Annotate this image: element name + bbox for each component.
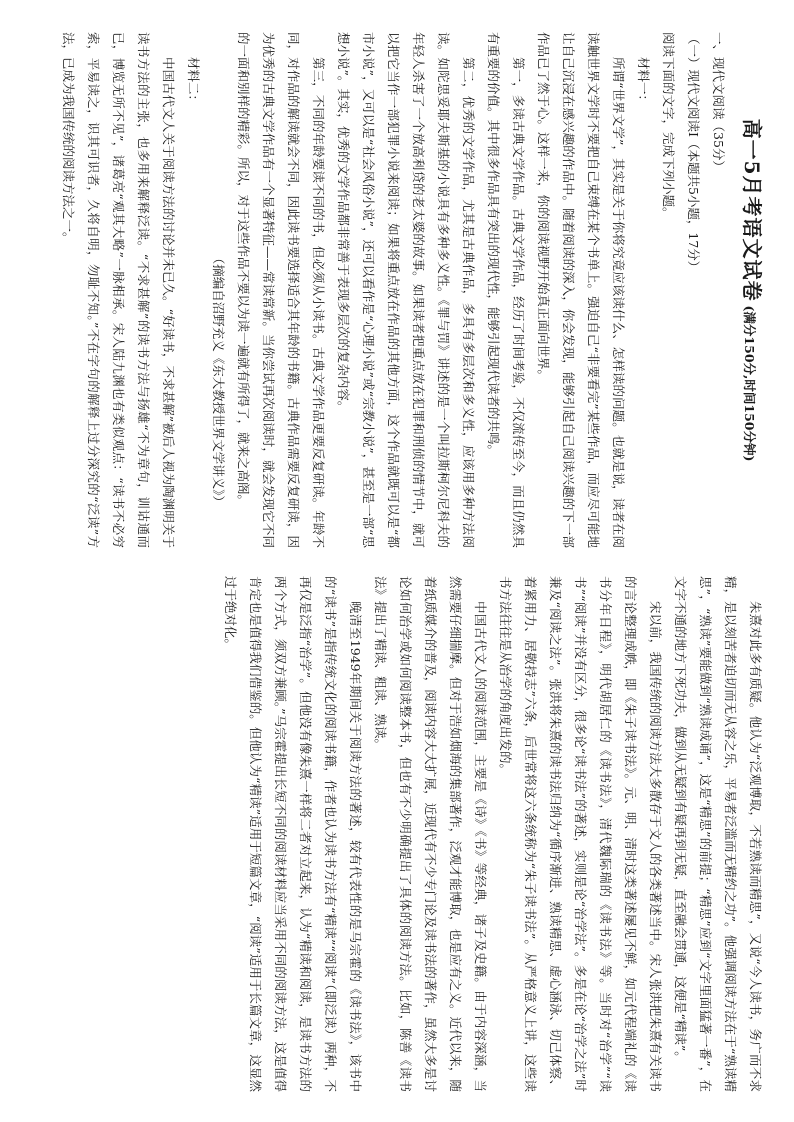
material2-paragraph: 朱熹对此多有质疑。他认为“泛观博取，不若熟读而精思”，又说“今人读书，务广而不求精，是以刻苦者迫切而无从容之乐，平易者泛滥而无精约之功”。他强调阅读方法在于“熟读精思”，“熟读”要能做到“熟读成诵”，这是“精思”的前提；“精思”应到“文字里面猛著一番”，在文字不通的地方下死功夫，做到从无疑到有疑再到无疑，直至融会贯通，这便是“精读”。: [673, 576, 763, 1092]
material1-paragraph: 所谓“世界文学”，其实是关于你将究竟应该读什么、怎样读的问题。也就是说，读者在阅读触世界文学时不要把自己束缚在某个书单上。强迫自己“非要看完”某些作品，而应尽可能地让自己沉浸在感兴趣的作品中。随着阅读的深入，你会发现，能够引起自己阅读兴趣的下一部作品已了然于心。这样一来，你的阅读视野开始真正面向世界。: [536, 32, 626, 548]
material2-paragraph: 中国古代文人的阅读范围，主要是《诗》《书》等经典，诸子及史籍。由于内容深涵，当然需要仔细揣摩。但对于浩如烟海的集部著作，泛观才能博取，也是应有之义。近代以来，随着纸质媒介的普及，阅读内容大大扩展，近现代有不少专门论及读书法的著作，虽然大多是讨论如何治学或如何阅读整本书，但也有不少明确提出了具体的阅读方法。比如，陈善《读书法》提出了精读、粗读、熟读。: [373, 576, 488, 1092]
material1-source: （摘编自沼野充义《东大教授世界文学讲义》）: [211, 251, 226, 508]
section-heading-part1: 一、现代文阅读（35分）: [711, 32, 726, 173]
material1-paragraph: 第一，多读古典文学作品。古典文学作品，经历了时间考验，不仅流传至今，而且仍然具有重要的价值。其中很多作品具有突出的现代性，能够引起现代读者的共鸣。: [486, 32, 526, 548]
material2-paragraph: 中国古代文人关于阅读方法的讨论并未已久。“好读书，不求甚解”被后人视为陶渊明关于读书方法的主张，也多用来解释泛读。“不求甚解”的读书方法与扬雄“不为章句，训诂通而已，博览无所不见”，诸葛亮“观其大略”一脉相承。宋人陆九渊也有类似观点：“读书不必穷索，平易读之，识其可识者，久将自明，勿耻不知。”不在字句的解释上过分深究的“泛读”方法，已成为我国传统的阅读方法之一。: [61, 32, 176, 548]
exam-score-time: (满分150分,时间150分钟): [742, 305, 757, 462]
section-heading-sub1: （一）现代文阅读Ⅰ（本题共5小题，17分）: [686, 32, 701, 274]
material1-label: 材料一：: [636, 57, 651, 108]
left-column: [38, 32, 768, 548]
exam-page: [38, 32, 768, 1092]
right-column: [38, 576, 768, 1092]
exam-title: [733, 32, 768, 548]
material1-paragraph: 第三，不同的年龄要读不同的书，但必须从小读书。古典文学作品更要反复研读。年龄不同，对作品的解读就会不同，因此读书要选择适合其年龄的书籍。古典作品需要反复研读，因为优秀的古典文学作品有一个显著特征——常读常新。当你尝试再次阅读时，就会发现它不同的一面和别样的精彩。所以，对于这些作品不要以为读一遍就有所得了，就来之高阁。: [236, 32, 326, 548]
material1-paragraph: 第二，优秀的文学作品，尤其是古典作品，多具有多层次和多义性，应该用多种方法阅读。如陀思妥耶夫斯基的小说具有多种多义性。《罪与罚》讲述的是一个叫拉斯柯尔尼科夫的年轻人杀害了一个放高利贷的老太婆的故事。如果读者把重点放在犯罪和刑侦的情节中，就可以把它当作一部犯罪小说来阅读；如果将重点放在作品的其他方面，这个作品就既可以是“都市小说”，又可以是“社会风俗小说”，还可以看作是“心理小说”或“宗教小说”，甚至是一部“思想小说”。其实，优秀的文学作品都非常善于表现多层次的复杂内容。: [336, 32, 476, 548]
material2-paragraph: 宋以前，我国传统的阅读方法大多散存于文人的各类著述当中。宋人张洪把朱熹有关读书的言论整理成帙，即《朱子读书法》。元、明、清时这类著述屡见不鲜，如元代程端礼的《读书分年日程》，明代胡居仁的《读书法》，清代魏际瑞的《读书法》等。当时对“治学”“读书”“阅读”并没有区分，很多论“读书法”的著述，实则是论“治学法”。多是在论“治学之法”时兼及“阅读之法”。张洪将朱熹的读书法归纳为“循序渐进、熟读精思、虚心涵泳、切己体察、着紧用力、居敬持志”六条，后世常将这六条统称为“朱子读书法”。从严格意义上讲，这些读书方法往往是从治学的角度出发的。: [498, 576, 663, 1092]
exam-title-text: 高一5月考语文试卷: [740, 118, 764, 302]
material2-label: 材料二：: [186, 57, 201, 108]
material2-paragraph: 晚清至1949年期间关于阅读方法的著述，较有代表性的是马宗霍的《读书法》，该书中的“读书”是指传统文化的阅读书籍，作者也认为读书方法有“精读”“阅读”（即泛读）两种，不再仅是泛指“治学”。但他没有像朱熹一样将二者对立起来，认为“精读和阅读，是读书方法的两个方式，须双方兼顾。”马宗霍提出长短不同的阅读材料应当采用不同的阅读方法，这是值得肯定也是值得我们借鉴的。但他认为“精读”适用于短篇文章，“阅读”适用于长篇文章，这显然过于绝对化。: [223, 576, 363, 1092]
reading-instruction: 阅读下面的文字，完成下列小题。: [661, 32, 676, 220]
